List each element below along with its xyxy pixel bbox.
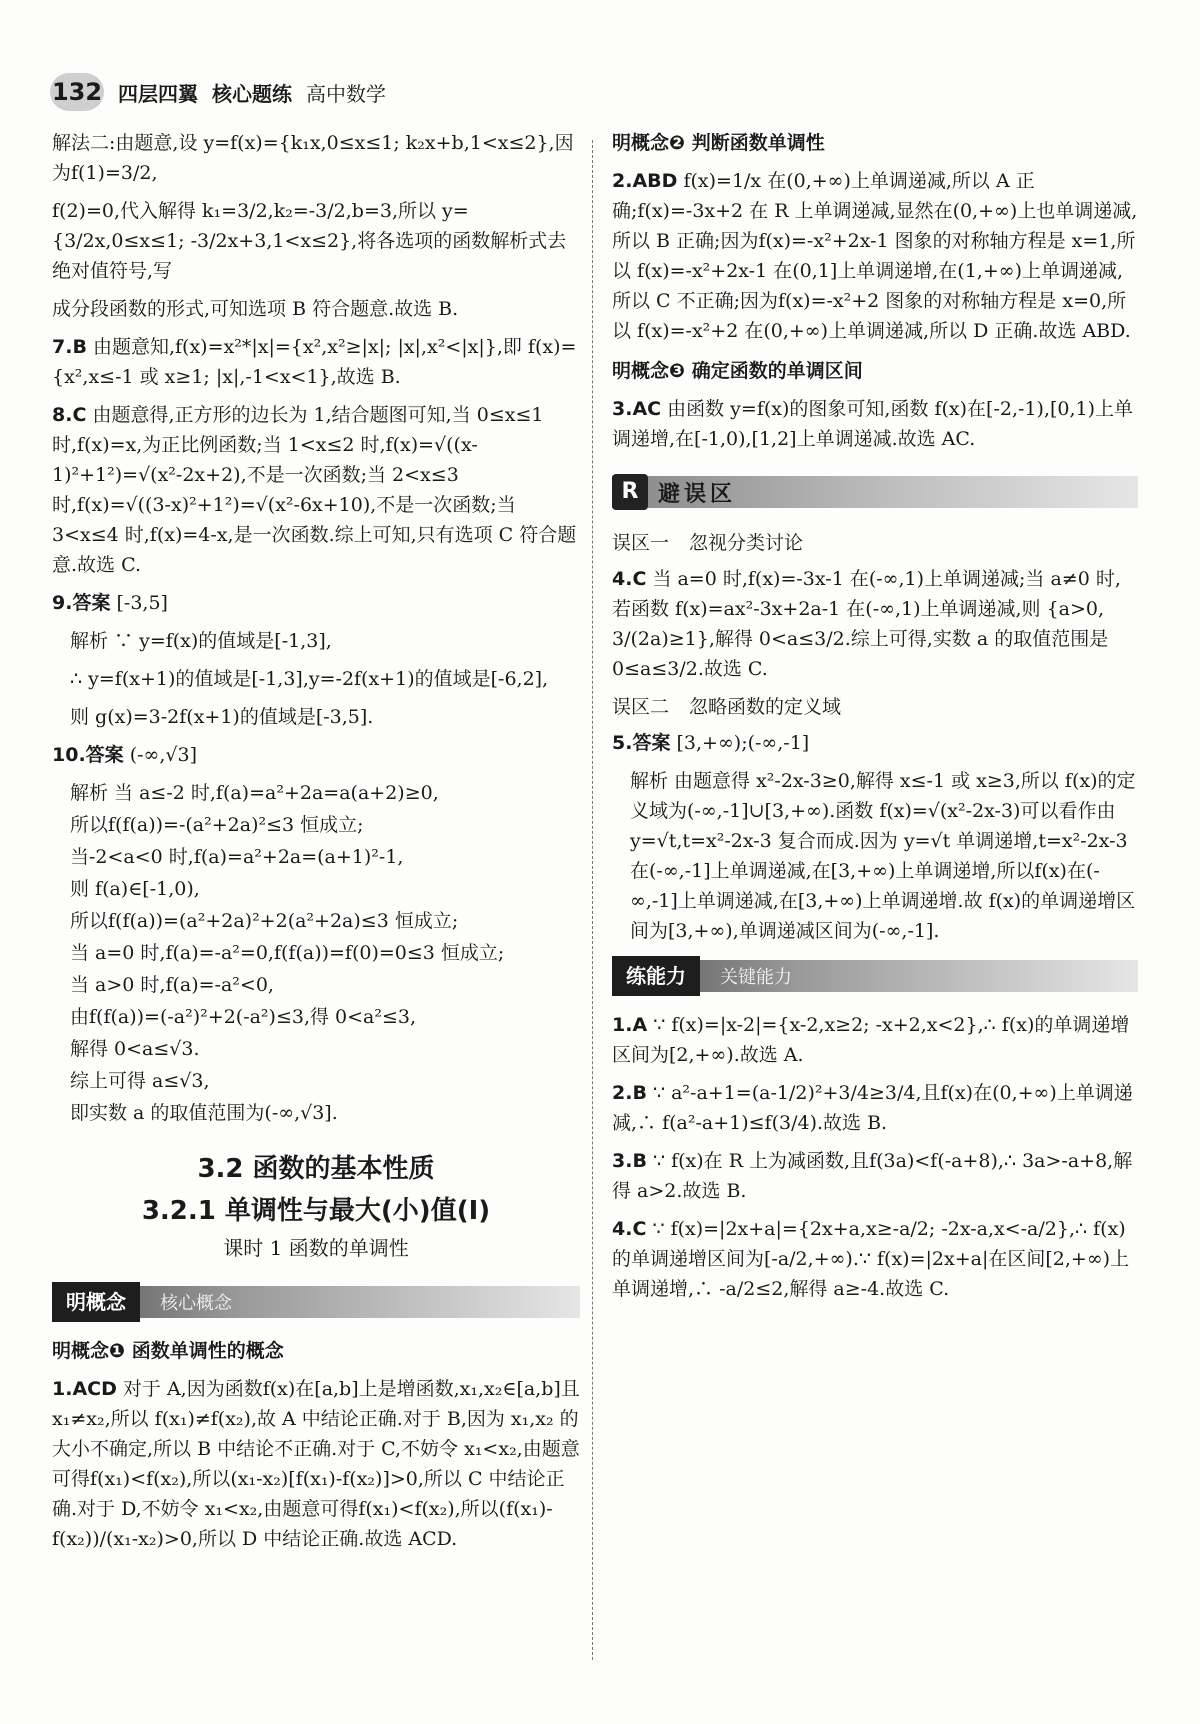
q3-text: 由函数 y=f(x)的图象可知,函数 f(x)在[-2,-1),[0,1)上单调递增,在[-1,0),[1,2]上单调递减.故选 AC. [612, 398, 1134, 450]
q3-label: 3.AC [612, 398, 662, 420]
r1-label: 1.A [612, 1014, 648, 1036]
q4-label: 4.C [612, 568, 647, 590]
r2-label: 2.B [612, 1082, 647, 1104]
left-column [52, 128, 580, 1562]
ability-band [612, 956, 1138, 996]
ability-band-sub: 关键能力 [720, 967, 792, 988]
error-1-heading [612, 528, 1138, 558]
exercise-2 [612, 1078, 1138, 1138]
section-title: 3.2 函数的基本性质 [197, 1154, 435, 1184]
error-1-title: 误区一 [612, 532, 670, 554]
question-8 [52, 400, 580, 580]
q2-text: f(x)=1/x 在(0,+∞)上单调递减,所以 A 正确;f(x)=-3x+2 在 R 上单调递减,显然在(0,+∞)上也单调递减,所以 B 正确;因为f(x)=-x²+2x-1 图象的对称轴方程是 x=1,所以 f(x)=-x²+2x-1 在(0,1]上单调递增,在(1,+∞)上单调递减,所以 C 不正确;因为f(x)=-x²+2 图象的对称轴方程是 x=0,所以 f(x)=-x²+2 在(0,+∞)上单调递减,所以 D 正确.故选 ABD. [612, 170, 1138, 342]
r2-text: ∵ a²-a+1=(a-1/2)²+3/4≥3/4,且f(x)在(0,+∞)上单调递减,∴ f(a²-a+1)≤f(3/4).故选 B. [612, 1082, 1133, 1134]
q10-line: 解得 0<a≤√3. [70, 1038, 200, 1060]
q1-label: 1.ACD [52, 1378, 117, 1400]
lesson-title: 课时 1 函数的单调性 [223, 1236, 409, 1260]
question-10 [52, 740, 580, 770]
question-4 [612, 564, 1138, 684]
q1-text: 对于 A,因为函数f(x)在[a,b]上是增函数,x₁,x₂∈[a,b]且 x₁≠x₂,所以 f(x₁)≠f(x₂),故 A 中结论正确.对于 B,因为 x₁,x₂ 的大小不确定,所以 B 中结论不正确.对于 C,不妨令 x₁<x₂,由题意可得f(x₁)<f(x₂),所以(x₁-x₂)[f(x₁)-f(x₂)]>0,所以 C 中结论正确.对于 D,不妨令 x₁<x₂,由题意可得f(x₁)<f(x₂),所以(f(x₁)-f(x₂))/(x₁-x₂)>0,所以 D 中结论正确.故选 ACD. [52, 1378, 580, 1550]
q4-text: 当 a=0 时,f(x)=-3x-1 在(-∞,1)上单调递减;当 a≠0 时,若函数 f(x)=ax²-3x+2a-1 在(-∞,1)上单调递减,则 {a>0, 3/(2a)≥1},解得 0<a≤3/2.综上可得,实数 a 的取值范围是 0≤a≤3/2.故选 C. [612, 568, 1121, 680]
q10-label: 10.答案 [52, 744, 124, 766]
concept-3-title: 明概念❸ 确定函数的单调区间 [612, 360, 863, 382]
error-2-heading [612, 692, 1138, 722]
question-7 [52, 332, 580, 392]
r3-text: ∵ f(x)在 R 上为减函数,且f(3a)<f(-a+8),∴ 3a>-a+8,解得 a>2.故选 B. [612, 1150, 1133, 1202]
subsection-title: 3.2.1 单调性与最大(小)值(Ⅰ) [141, 1196, 491, 1226]
avoid-errors-title: 避误区 [658, 481, 737, 507]
q10-line: 所以f(f(a))=(a²+2a)²+2(a²+2a)≤3 恒成立; [70, 910, 459, 932]
q10-line: 则 f(a)∈[-1,0), [70, 878, 200, 900]
concept-2-title: 明概念❷ 判断函数单调性 [612, 132, 825, 154]
q9-line-2: ∴ y=f(x+1)的值域是[-1,3],y=-2f(x+1)的值域是[-6,2], [70, 668, 549, 690]
concept-1-title: 明概念❶ 函数单调性的概念 [52, 1340, 284, 1362]
page-number: 132 [50, 73, 104, 111]
solution2-line-1: 解法二:由题意,设 y=f(x)={k₁x,0≤x≤1; k₂x+b,1<x≤2},因为f(1)=3/2, [52, 132, 574, 184]
r4-label: 4.C [612, 1218, 647, 1240]
error-2-title: 误区二 [612, 696, 670, 718]
q10-line: 所以f(f(a))=-(a²+2a)²≤3 恒成立; [70, 814, 364, 836]
solution2-line-3: 成分段函数的形式,可知选项 B 符合题意.故选 B. [52, 298, 459, 320]
q5-label: 5.答案 [612, 732, 671, 754]
ability-band-label: 练能力 [612, 956, 700, 996]
q5-text: 解析 由题意得 x²-2x-3≥0,解得 x≤-1 或 x≥3,所以 f(x)的定义域为(-∞,-1]∪[3,+∞).函数 f(x)=√(x²-2x-3)可以看作由 y=√t,t=x²-2x-3 复合而成.因为 y=√t 单调递增,t=x²-2x-3 在(-∞,-1]上单调递减,在[3,+∞)上单调递增,所以f(x)在(-∞,-1]上单调递减,在[3,+∞)上单调递增.故 f(x)的单调递增区间为[3,+∞),单调递减区间为(-∞,-1]. [630, 770, 1136, 942]
q10-line: 当-2<a<0 时,f(a)=a²+2a=(a+1)²-1, [70, 846, 404, 868]
q8-label: 8.C [52, 404, 87, 426]
question-3 [612, 394, 1138, 454]
q9-label: 9.答案 [52, 592, 111, 614]
right-column [612, 128, 1138, 1312]
concept-band-label: 明概念 [52, 1282, 140, 1322]
q5-answer: [3,+∞);(-∞,-1] [676, 732, 810, 754]
concept-band [52, 1282, 580, 1322]
book-series: 核心题练 [212, 81, 292, 106]
question-9 [52, 588, 580, 618]
page-header [50, 70, 386, 114]
q7-label: 7.B [52, 336, 87, 358]
q9-line-1: 解析 ∵ y=f(x)的值域是[-1,3], [70, 630, 332, 652]
r3-label: 3.B [612, 1150, 647, 1172]
q2-label: 2.ABD [612, 170, 678, 192]
question-5 [612, 728, 1138, 758]
column-divider [592, 140, 593, 1660]
exercise-4 [612, 1214, 1138, 1304]
avoid-errors-band [612, 470, 1138, 514]
book-subject: 高中数学 [306, 81, 386, 106]
concept-band-sub: 核心概念 [160, 1293, 232, 1314]
q10-line: 解析 当 a≤-2 时,f(a)=a²+2a=a(a+2)≥0, [70, 782, 439, 804]
book-brand: 四层四翼 [118, 81, 198, 106]
q8-text: 由题意得,正方形的边长为 1,结合题图可知,当 0≤x≤1 时,f(x)=x,为正比例函数;当 1<x≤2 时,f(x)=√((x-1)²+1²)=√(x²-2x+2),不是一次函数;当 2<x≤3 时,f(x)=√((3-x)²+1²)=√(x²-6x+10),不是一次函数;当 3<x≤4 时,f(x)=4-x,是一次函数.综上可知,只有选项 C 符合题意.故选 C. [52, 404, 577, 576]
question-1 [52, 1374, 580, 1554]
exercise-1 [612, 1010, 1138, 1070]
q10-line: 即实数 a 的取值范围为(-∞,√3]. [70, 1102, 338, 1124]
q9-answer: [-3,5] [116, 592, 168, 614]
q10-line: 综上可得 a≤√3, [70, 1070, 210, 1092]
avoid-errors-icon: R [612, 474, 648, 510]
q10-line: 由f(f(a))=(-a²)²+2(-a²)≤3,得 0<a²≤3, [70, 1006, 417, 1028]
q10-answer: (-∞,√3] [129, 744, 198, 766]
exercise-3 [612, 1146, 1138, 1206]
solution2-line-2: f(2)=0,代入解得 k₁=3/2,k₂=-3/2,b=3,所以 y={3/2x,0≤x≤1; -3/2x+3,1<x≤2},将各选项的函数解析式去绝对值符号,写 [52, 200, 567, 282]
error-2-sub: 忽略函数的定义域 [689, 696, 842, 718]
r1-text: ∵ f(x)=|x-2|={x-2,x≥2; -x+2,x<2},∴ f(x)的单调递增区间为[2,+∞).故选 A. [612, 1014, 1130, 1066]
r4-text: ∵ f(x)=|2x+a|={2x+a,x≥-a/2; -2x-a,x<-a/2},∴ f(x)的单调递增区间为[-a/2,+∞).∵ f(x)=|2x+a|在区间[2,+∞)上单调递增,∴ -a/2≤2,解得 a≥-4.故选 C. [612, 1218, 1130, 1300]
q9-line-3: 则 g(x)=3-2f(x+1)的值域是[-3,5]. [70, 706, 374, 728]
question-2 [612, 166, 1138, 346]
q10-solution [52, 778, 580, 1128]
q10-line: 当 a=0 时,f(a)=-a²=0,f(f(a))=f(0)=0≤3 恒成立; [70, 942, 505, 964]
q10-line: 当 a>0 时,f(a)=-a²<0, [70, 974, 274, 996]
q7-text: 由题意知,f(x)=x²*|x|={x²,x²≥|x|; |x|,x²<|x|},即 f(x)={x²,x≤-1 或 x≥1; |x|,-1<x<1},故选 B. [52, 336, 577, 388]
error-1-sub: 忽视分类讨论 [689, 532, 804, 554]
